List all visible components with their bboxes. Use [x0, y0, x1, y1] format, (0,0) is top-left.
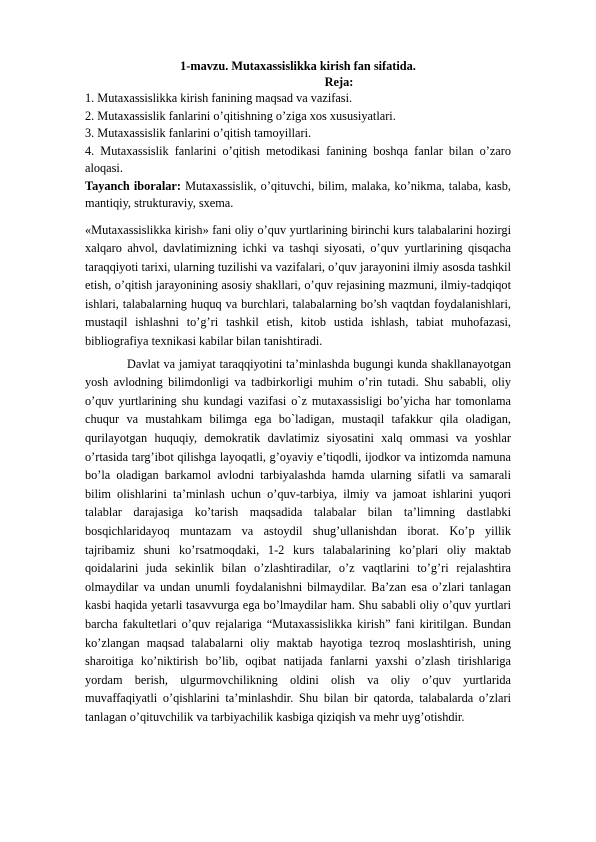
paragraph-2: Davlat va jamiyat taraqqiyotini ta’minlashda bugungi kunda shakllanayotgan yosh avlodning bilimdonligi va tadbirkorligi muhim o’rin tutadi. Shu sababli, oliy o’quv yurtlarining shu kundagi vazifasi o`z mutaxassisligi bo’yicha har tomonlama chuqur va mustahkam bilimga ega bo`ladigan, mustaqil tafakkur qila oladigan, qurilayotgan huquqiy, demokratik davlatimiz siyosatini xalq ommasi va yoshlar o’rtasida targ’ibot qilishga layoqatli, g’oyaviy e’tiqodli, ijodkor va intizomda namuna bo’la oladigan barkamol avlodni tarbiyalashda hamda ularning sifatli va samarali bilim olishlarini ta’minlash uchun o’quv-tarbiya, ilmiy va jamoat ishlarini yuqori talablar darajasiga ko’tarish maqsadida talabalar bilan ta’limning dastlabki bosqichlaridayoq muntazam va astoydil shug’ullanishdan iborat. Ko’p yillik tajribamiz shuni ko’rsatmoqdaki, 1-2 kurs talabalarining ko’plari oliy maktab qoidalarini juda sekinlik bilan o’zlashtiradilar, o’z vaqtlarini to’g’ri rejalashtira olmaydilar va undan unumli foydalanishni bilmaydilar. Ba’zan esa o’zlari tanlagan kasbi haqida yetarli tasavvurga ega bo’lmaydilar ham. Shu sababli oliy o’quv yurtlari barcha fakultetlari o’quv rejalariga “Mutaxassislikka kirish” fani kiritilgan. Bundan ko’zlangan maqsad talabalarni oliy maktab hayotiga tezroq moslashtirish, uning sharoitiga ko’niktirish bo’lib, oqibat natijada fanlarni yaxshi o’zlash tirishlariga yordam berish, ulgurmovchilikning oldini olish va oliy o’quv yurtlarida muvaffaqiyatli o’qishlarini ta’minlashdir. Shu bilan bir qatorda, talabalarda o’zlari tanlagan o’qituvchilik va tarbiyachilik kasbiga qiziqish va mehr uyg’otishdir.: [85, 356, 511, 724]
plan-item: 2. Mutaxassislik fanlarini o’qitishning o’ziga xos xususiyatlari.: [85, 108, 396, 123]
plan-list: [85, 90, 511, 178]
paragraph-1: «Mutaxassislikka kirish» fani oliy o’quv yurtlarining birinchi kurs talabalarini hozirgi xalqaro ahvol, davlatimizning ichki va tashqi siyosati, o’quv yurtlarining qisqacha taraqqiyoti tarixi, ularning tuzilishi va vazifalari, o’quv jarayonini ilmiy asosda tashkil etish, o’qitish jarayonining asosiy shakllari, o’quv rejasining mazmuni, ilmiy-tadqiqot ishlari, talabalarning huquq va burchlari, talabalarning bo’sh vaqtdan foydalanishlari, mustaqil ishlashni to’g’ri tashkil etish, kitob ustida ishlash, tabiat muhofazasi, bibliografiya texnikasi kabilar bilan tanishtiradi.: [85, 222, 511, 349]
plan-item: 1. Mutaxassislikka kirish fanining maqsad va vazifasi.: [85, 91, 353, 105]
document-title: 1-mavzu. Mutaxassislikka kirish fan sifatida.: [180, 59, 416, 73]
keywords-text: Mutaxassislik, o’qituvchi, bilim, malaka, ko’nikma, talaba, kasb, mantiqiy, strukturaviy, sxema.: [85, 178, 511, 210]
plan-item: 3. Mutaxassislik fanlarini o’qitish tamoyillari.: [85, 126, 312, 140]
keywords: [85, 178, 511, 213]
keywords-label: Tayanch iboralar:: [85, 178, 181, 193]
plan-item: 4. Mutaxassislik fanlarini o’qitish metodikasi fanining boshqa fanlar bilan o’zaro aloqasi.: [85, 143, 511, 175]
document-page: [85, 58, 511, 727]
plan-heading: Reja:: [324, 75, 354, 89]
